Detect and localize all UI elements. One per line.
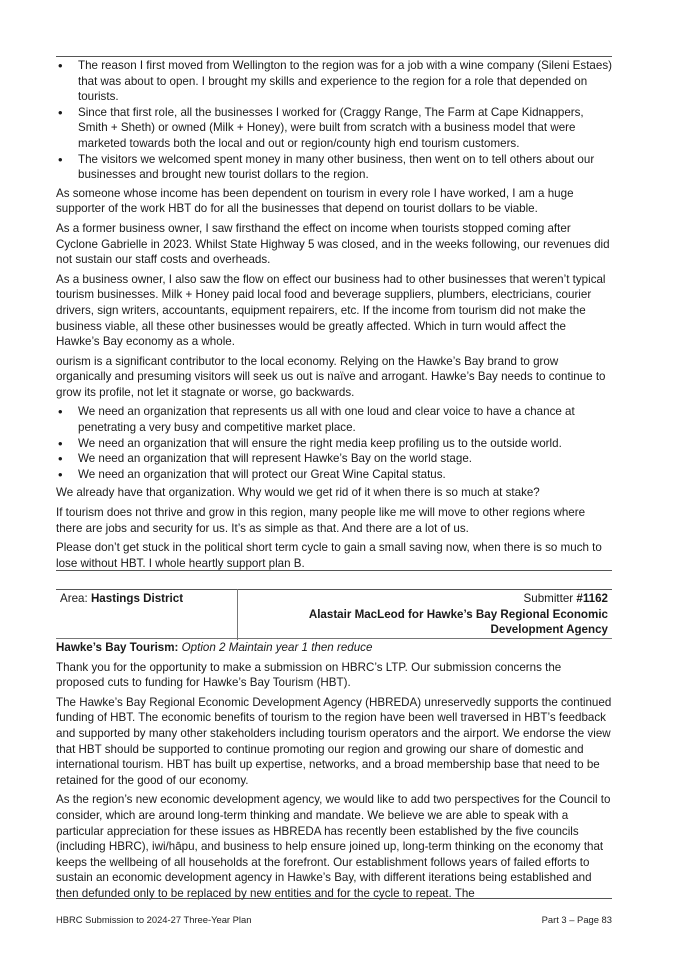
submission-header-table <box>56 589 612 640</box>
topic-line <box>56 640 612 656</box>
bullet-item: • Since that first role, all the businesses I worked for (Craggy Range, The Farm at Cape Kidnappers, Smith + Sheth) or owned (Milk + Honey), were built from scratch with a business model that were marketed towards both the local and out or region/county high end tourism customers. <box>56 105 612 152</box>
bullet-item: • We need an organization that will protect our Great Wine Capital status. <box>56 467 612 483</box>
area-cell: Area: Hastings District <box>56 589 238 640</box>
bullet-item: • We need an organization that will ensure the right media keep profiling us to the outside world. <box>56 436 612 452</box>
paragraph: Thank you for the opportunity to make a submission on HBRC’s LTP. Our submission concerns the proposed cuts to funding for Hawke’s Bay Tourism (HBT). <box>56 660 562 690</box>
bullet-list-background <box>56 58 612 183</box>
previous-submission-body <box>56 58 612 575</box>
paragraph: ourism is a significant contributor to the local economy. Relying on the Hawke’s Bay brand to grow organically and presuming visitors will seek us out is naïve and arrogant. Hawke’s Bay needs to continue to grow its profile, not let it stagnate or worse, go backwards. <box>56 354 606 399</box>
paragraph: Please don’t get stuck in the political short term cycle to gain a small saving now, when there is so much to lose without HBT. I whole heartly support plan B. <box>56 541 602 570</box>
paragraph: If tourism does not thrive and grow in this region, many people like me will move to other regions where there are jobs and security for us. It’s as simple as that. And there are a lot of us. <box>56 506 586 535</box>
bullet-item: • We need an organization that will represent Hawke’s Bay on the world stage. <box>56 451 612 467</box>
footer-page-number: Part 3 – Page 83 <box>541 914 612 925</box>
paragraph: As the region’s new economic development agency, we would like to add two perspectives for the Council to consider, which are around long-term thinking and mandate. We believe we are able to speak with a particular appreciation for these issues as HBREDA has recently been established by the five councils (including HBRC), iwi/hāpu, and business to help ensure joined up, long-term thinking on the economy that keeps the wellbeing of all households at the forefront. Our establishment follows years of failed efforts to sustain an economic development agency in Hawke’s Bay, with different iterations being established and then defunded only to be replaced by new entities and for the cycle to repeat. The <box>56 793 611 900</box>
bullet-item: • The reason I first moved from Wellington to the region was for a job with a wine company (Sileni Estaes) that was about to open. I brought my skills and experience to the region for a role that depended on tourists. <box>56 58 612 105</box>
submitter-number: #1162 <box>576 592 608 605</box>
paragraph: As someone whose income has been dependent on tourism in every role I have worked, I am a huge supporter of the work HBT do for all the businesses that depend on tourist dollars to be viable. <box>56 186 574 216</box>
submitter-cell <box>238 589 613 640</box>
paragraph: As a business owner, I also saw the flow on effect our business had to other businesses that weren’t typical tourism businesses. Milk + Honey paid local food and beverage suppliers, plumbers, electricians, courier drivers, sign writers, accountants, equipment repairers, etc. If the income from tourism did not make the business viable, all these other businesses would be greatly affected. Which in turn would affect the Hawke’s Bay economy as a whole. <box>56 272 606 349</box>
topic-label: Hawke’s Bay Tourism: <box>56 641 179 654</box>
topic-option: Option 2 Maintain year 1 then reduce <box>181 641 373 654</box>
footer-document-title: HBRC Submission to 2024-27 Three-Year Plan <box>56 914 252 925</box>
table-bottom-rule <box>56 638 612 639</box>
bullet-list-needs <box>56 404 612 482</box>
submitter-number-line: Submitter #1162 <box>523 592 608 605</box>
document-page <box>56 0 612 962</box>
area-value: Hastings District <box>90 592 184 605</box>
paragraph: We already have that organization. Why would we get rid of it when there is so much at stake? <box>56 486 540 500</box>
top-rule <box>56 56 612 57</box>
submission-body <box>56 640 612 906</box>
submitter-name: Alastair MacLeod for Hawke’s Bay Regional Economic Development Agency <box>308 607 608 637</box>
bottom-rule <box>56 898 612 899</box>
paragraph: The Hawke’s Bay Regional Economic Development Agency (HBREDA) unreservedly supports the continued funding of HBT. The economic benefits of tourism to the region have been well traversed in HBT’s feedback and supported by many other stakeholders including tourism operators and the airport. We endorse the view that HBT should be supported to continue promoting our region and growing our share of domestic and international tourism. HBT has built up expertise, networks, and a broad membership base that need to be retained for the good of our economy. <box>56 695 612 787</box>
paragraph: As a former business owner, I saw firsthand the effect on income when tourists stopped coming after Cyclone Gabrielle in 2023. Whilst State Highway 5 was closed, and in the weeks following, our revenues did not sustain our staff costs and overheads. <box>56 221 610 267</box>
bullet-item: • We need an organization that represents us all with one loud and clear voice to have a chance at penetrating a very busy and competitive market place. <box>56 404 612 435</box>
section-divider-rule <box>56 570 612 571</box>
bullet-item: • The visitors we welcomed spent money in many other business, then went on to tell others about our businesses and brought new tourist dollars to the region. <box>56 152 612 183</box>
